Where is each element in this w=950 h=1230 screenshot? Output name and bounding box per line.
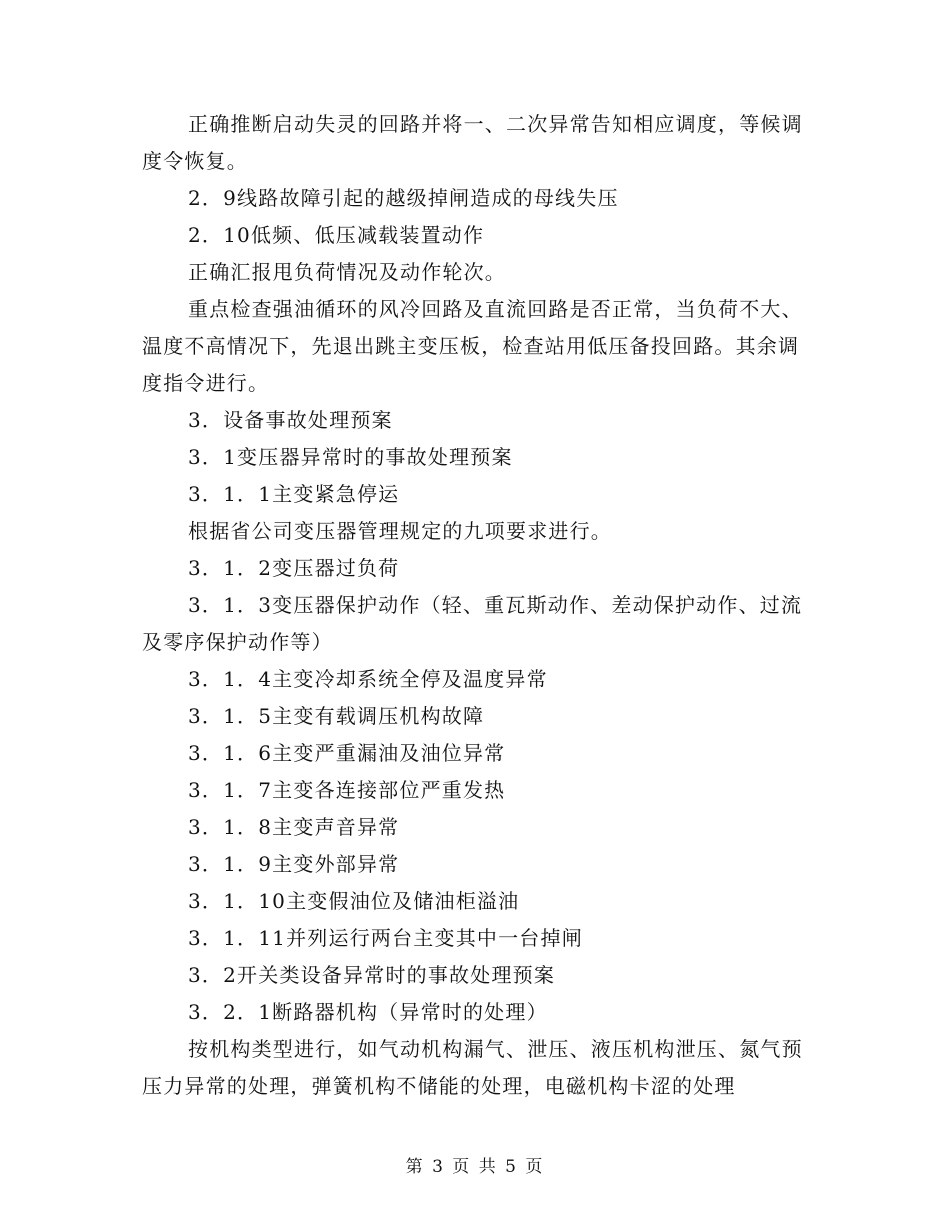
section-heading: 3．1．1主变紧急停运 [188, 482, 400, 506]
paragraph: 根据省公司变压器管理规定的九项要求进行。 [188, 519, 612, 543]
section-heading: 3．1．4主变冷却系统全停及温度异常 [188, 667, 548, 691]
paragraph: 正确汇报甩负荷情况及动作轮次。 [188, 260, 506, 284]
section-heading: 3．1．9主变外部异常 [188, 852, 400, 876]
paragraph: 2．9线路故障引起的越级掉闸造成的母线失压 [188, 186, 619, 210]
page-number-footer: 第 3 页 共 5 页 [405, 1157, 545, 1177]
paragraph: 按机构类型进行，如气动机构漏气、泄压、液压机构泄压、氮气预压力异常的处理，弹簧机构不储能的处理，电磁机构卡涩的处理 [142, 1037, 803, 1098]
section-heading: 3．2．1断路器机构（异常时的处理） [188, 1000, 548, 1024]
section-heading: 3．1．5主变有载调压机构故障 [188, 704, 485, 728]
paragraph: 2．10低频、低压减载装置动作 [188, 223, 485, 247]
section-heading: 3．1．6主变严重漏油及油位异常 [188, 741, 506, 765]
document-body [142, 106, 812, 1105]
paragraph: 正确推断启动失灵的回路并将一、二次异常告知相应调度，等候调度令恢复。 [142, 112, 803, 173]
section-heading: 3．1．11并列运行两台主变其中一台掉闸 [188, 926, 583, 950]
section-heading: 3．1．3变压器保护动作（轻、重瓦斯动作、差动保护动作、过流及零序保护动作等） [142, 593, 803, 654]
paragraph: 重点检查强油循环的风冷回路及直流回路是否正常，当负荷不大、温度不高情况下，先退出跳主变压板，检查站用低压备投回路。其余调度指令进行。 [142, 297, 803, 395]
section-heading: 3．1．2变压器过负荷 [188, 556, 400, 580]
section-heading: 3．2开关类设备异常时的事故处理预案 [188, 963, 556, 987]
section-heading: 3．1．8主变声音异常 [188, 815, 400, 839]
section-heading: 3．1．10主变假油位及储油柜溢油 [188, 889, 520, 913]
section-heading: 3．1变压器异常时的事故处理预案 [188, 445, 513, 469]
section-heading: 3．设备事故处理预案 [188, 408, 393, 432]
section-heading: 3．1．7主变各连接部位严重发热 [188, 778, 506, 802]
